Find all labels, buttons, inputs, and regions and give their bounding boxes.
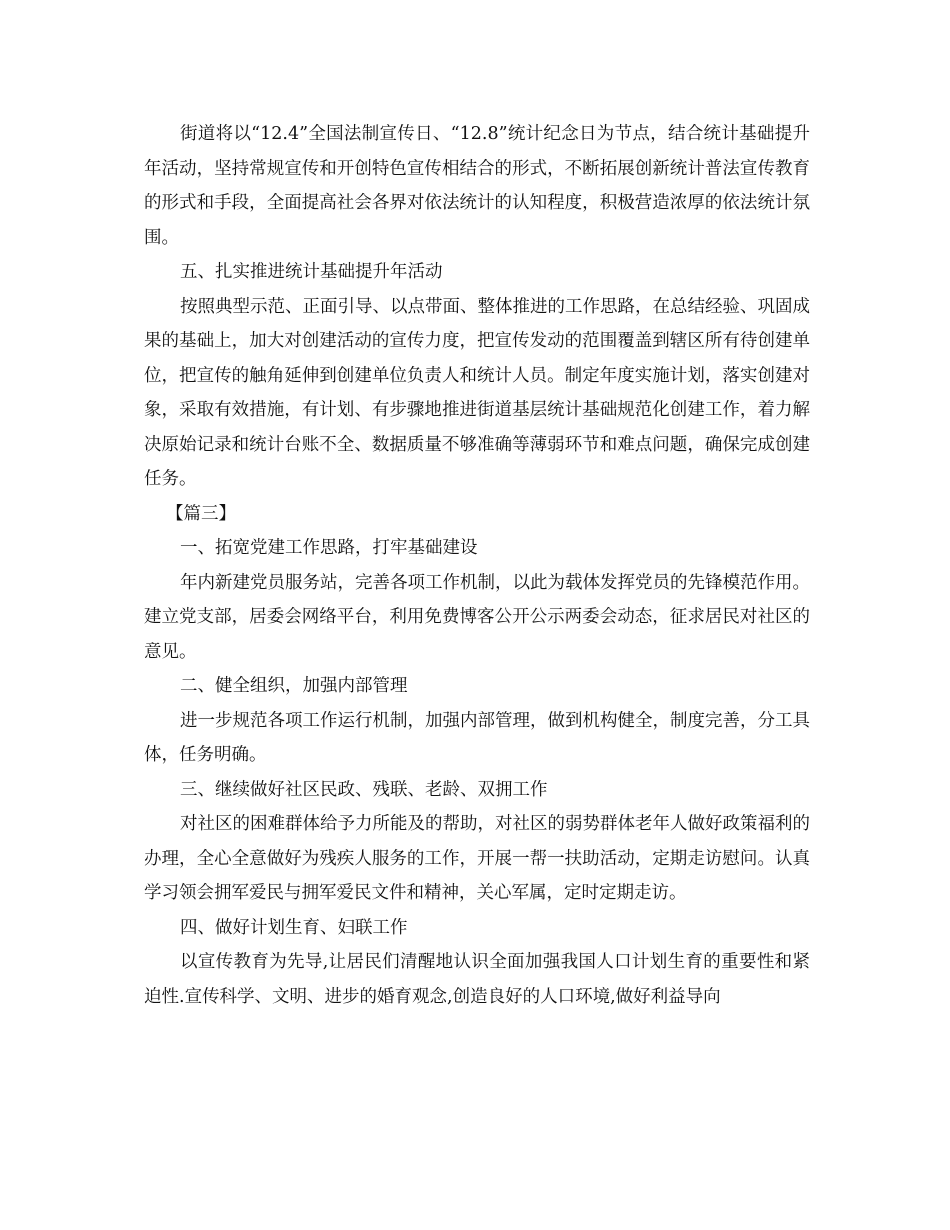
- heading-section-five: 五、扎实推进统计基础提升年活动: [180, 262, 443, 282]
- paragraph-civil-affairs: 对社区的困难群体给予力所能及的帮助，对社区的弱势群体老年人做好政策福利的办理，全心全意做好为残疾人服务的工作，开展一帮一扶助活动，定期走访慰问。认真学习领会拥军爱民与拥军爱民文件和精神，关心军属，定时定期走访。: [144, 814, 810, 903]
- heading-family-planning: 四、做好计划生育、妇联工作: [180, 917, 408, 938]
- heading-internal-management: 二、健全组织，加强内部管理: [180, 676, 408, 696]
- paragraph-party-building: 年内新建党员服务站，完善各项工作机制，以此为载体发挥党员的先锋模范作用。建立党支部，居委会网络平台，利用免费博客公开公示两委会动态，征求居民对社区的意见。: [144, 572, 810, 662]
- paragraph-statistics-foundation: 按照典型示范、正面引导、以点带面、整体推进的工作思路，在总结经验、巩固成果的基础上，加大对创建活动的宣传力度，把宣传发动的范围覆盖到辖区所有待创建单位，把宣传的触角延伸到创建单位负责人和统计人员。制定年度实施计划，落实创建对象，采取有效措施，有计划、有步骤地推进街道基层统计基础规范化创建工作，着力解决原始记录和统计台账不全、数据质量不够准确等薄弱环节和难点问题，确保完成创建任务。: [144, 296, 810, 489]
- heading-civil-affairs: 三、继续做好社区民政、残联、老龄、双拥工作: [180, 779, 548, 800]
- document-body: [144, 117, 810, 1014]
- paragraph-internal-management: 进一步规范各项工作运行机制，加强内部管理，做到机构健全，制度完善，分工具体，任务明确。: [144, 710, 810, 765]
- paragraph-family-planning: 以宣传教育为先导,让居民们清醒地认识全面加强我国人口计划生育的重要性和紧迫性.宣传科学、文明、进步的婚育观念,创造良好的人口环境,做好利益导向: [144, 952, 810, 1007]
- section-marker-part-three: 【篇三】: [166, 503, 236, 524]
- heading-party-building: 一、拓宽党建工作思路，打牢基础建设: [180, 538, 478, 558]
- paragraph-statistics-publicity: 街道将以“12.4”全国法制宣传日、“12.8”统计纪念日为节点，结合统计基础提升年活动，坚持常规宣传和开创特色宣传相结合的形式，不断拓展创新统计普法宣传教育的形式和手段，全面提高社会各界对依法统计的认知程度，积极营造浓厚的依法统计氛围。: [144, 124, 810, 248]
